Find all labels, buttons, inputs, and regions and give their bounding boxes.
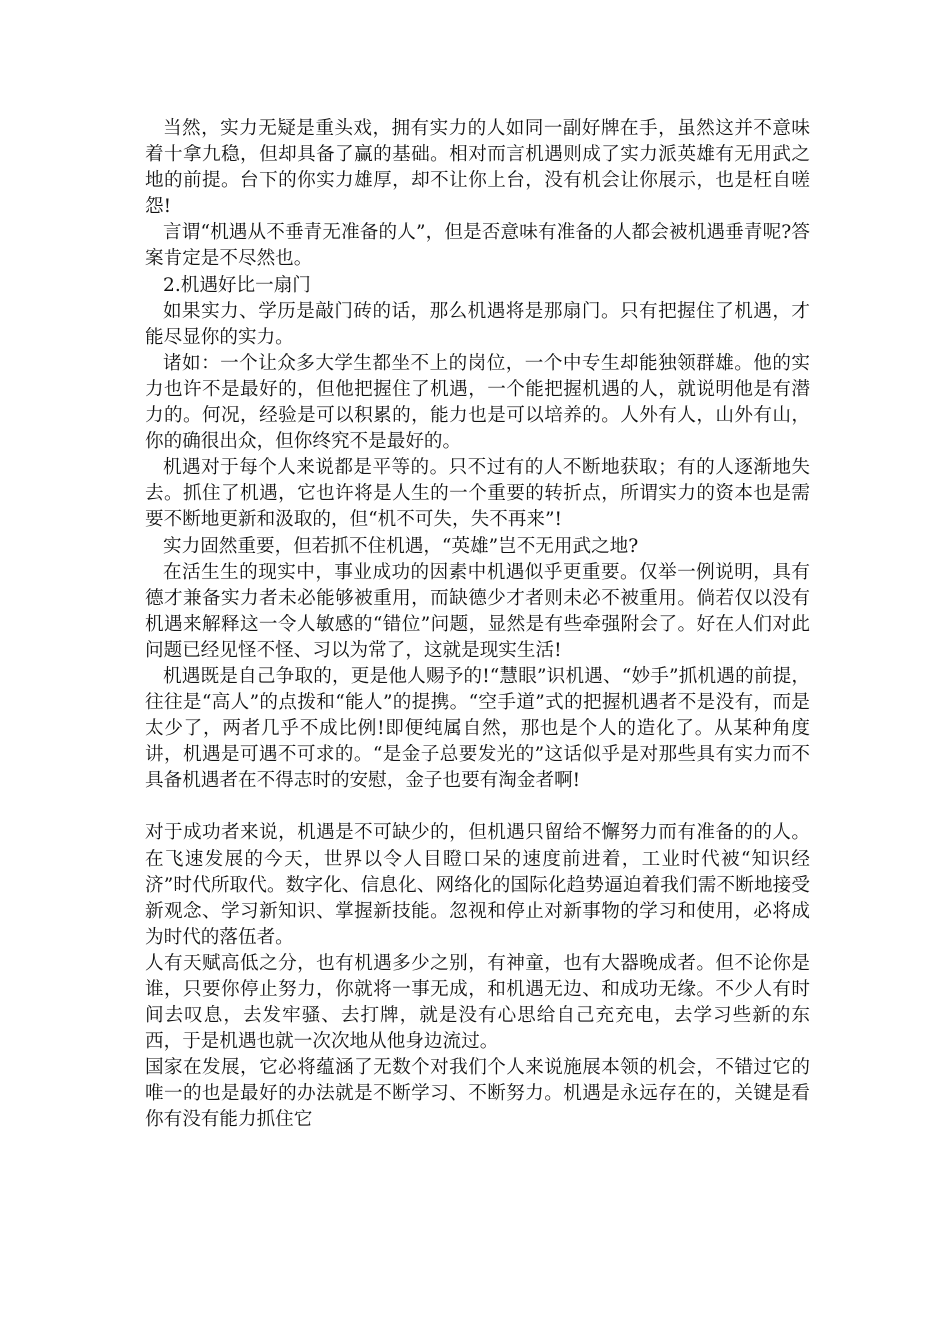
paragraph-talent: 人有天赋高低之分，也有机遇多少之别，有神童，也有大器晚成者。但不论你是谁，只要你停止努力，你就将一事无成，和机遇无边、和成功无缘。不少人有时间去叹息，去发牢骚、去打牌，就是没有心思给自己充充电，去学习些新的东西，于是机遇也就一次次地从他身边流过。: [145, 952, 810, 1053]
paragraph-strength: 当然，实力无疑是重头戏，拥有实力的人如同一副好牌在手，虽然这并不意味着十拿九稳，但却具备了赢的基础。相对而言机遇则成了实力派英雄有无用武之地的前提。台下的你实力雄厚，却不让你上台，没有机会让你展示，也是枉自嗟怨!: [145, 118, 810, 218]
paragraph-success: 对于成功者来说，机遇是不可缺少的，但机遇只留给不懈努力而有准备的的人。在飞速发展的今天，世界以令人目瞪口呆的速度前进着，工业时代被“知识经济”时代所取代。数字化、信息化、网络化的国际化趋势逼迫着我们需不断地接受新观念、学习新知识、掌握新技能。忽视和停止对新事物的学习和使用，必将成为时代的落伍者。: [145, 822, 810, 948]
paragraph-reality: 在活生生的现实中，事业成功的因素中机遇似乎更重要。仅举一例说明，具有德才兼备实力者未必能够被重用，而缺德少才者则未必不被重用。倘若仅以没有机遇来解释这一令人敏感的“错位”问题，显然是有些牵强附会了。好在人们对此问题已经见怪不怪、习以为常了，这就是现实生活!: [145, 561, 810, 661]
paragraph-gap: [145, 794, 810, 820]
paragraph-saying: 言谓“机遇从不垂青无准备的人”，但是否意味有准备的人都会被机遇垂青呢?答案肯定是不尽然也。: [145, 222, 810, 270]
document-page: [145, 116, 810, 1134]
section-heading: 2.机遇好比一扇门: [163, 274, 311, 296]
paragraph-example: 诸如：一个让众多大学生都坐不上的岗位，一个中专生却能独领群雄。他的实力也许不是最好的，但他把握住了机遇，一个能把握机遇的人，就说明他是有潜力的。何况，经验是可以积累的，能力也是可以培养的。人外有人，山外有山，你的确很出众，但你终究不是最好的。: [145, 352, 810, 453]
paragraph-gift: 机遇既是自己争取的，更是他人赐予的!“慧眼”识机遇、“妙手”抓机遇的前提，往往是“高人”的点拨和“能人”的提携。“空手道”式的把握机遇者不是没有，而是太少了，两者几乎不成比例!即便纯属自然，那也是个人的造化了。从某种角度讲，机遇是可遇不可求的。“是金子总要发光的”这话似乎是对那些具有实力而不具备机遇者在不得志时的安慰，金子也要有淘金者啊!: [145, 665, 810, 792]
paragraph-nation: 国家在发展，它必将蕴涵了无数个对我们个人来说施展本领的机会，不错过它的唯一的也是最好的办法就是不断学习、不断努力。机遇是永远存在的，关键是看你有没有能力抓住它: [145, 1057, 810, 1131]
paragraph-hero: 实力固然重要，但若抓不住机遇，“英雄”岂不无用武之地?: [163, 535, 639, 557]
paragraph-door: 如果实力、学历是敲门砖的话，那么机遇将是那扇门。只有把握住了机遇，才能尽显你的实力。: [145, 300, 810, 348]
paragraph-equal: 机遇对于每个人来说都是平等的。只不过有的人不断地获取；有的人逐渐地失去。抓住了机遇，它也许将是人生的一个重要的转折点，所谓实力的资本也是需要不断地更新和汲取的，但“机不可失，失不再来”!: [145, 457, 810, 531]
